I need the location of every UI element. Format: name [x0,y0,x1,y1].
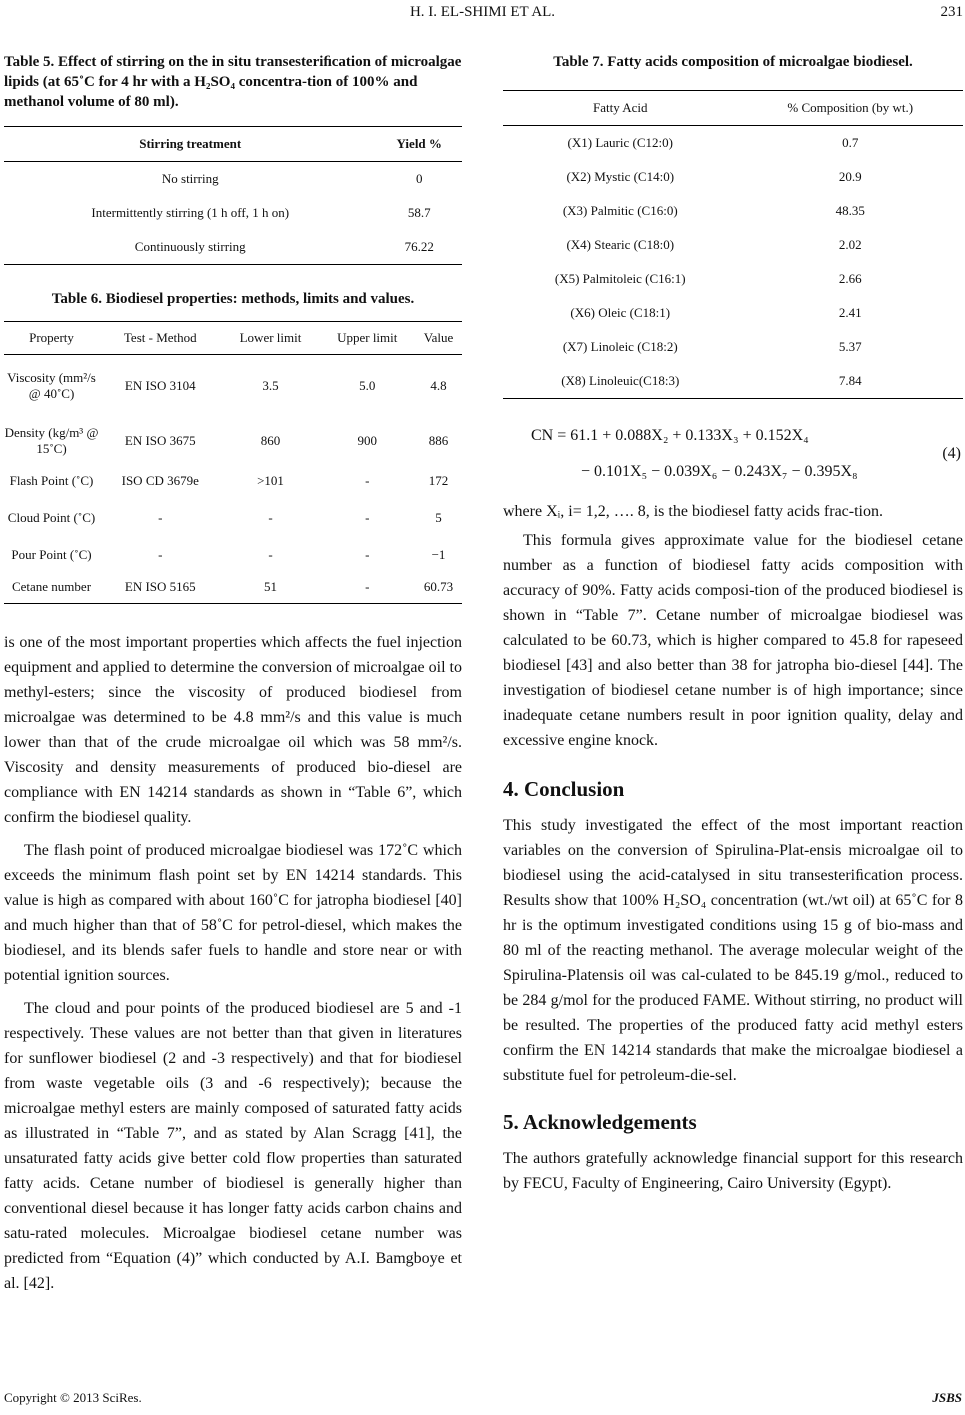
table-row [503,228,963,262]
cell: >101 [257,473,284,488]
cell: 0 [415,171,423,186]
cell: 76.22 [404,239,434,254]
table-row [4,539,462,571]
cell: 51 [263,579,277,594]
cell: 58.7 [407,205,431,220]
table-row [4,497,462,539]
right-column [503,52,963,1196]
cell: 886 [428,433,449,448]
cell: Viscosity (mm²/s @ 40˚C) [7,370,96,401]
page-number: 231 [940,4,963,20]
body-paragraph: where Xᵢ, i= 1,2, …. 8, is the biodiesel fatty acids frac-tion. [503,503,883,520]
cell: No stirring [161,171,219,186]
left-column [4,52,462,1296]
table6-header: Test - Method [99,322,222,355]
table-row [503,194,963,228]
table-row [503,126,963,161]
cell: 2.02 [838,237,862,252]
cell: (X4) Stearic (C18:0) [566,237,675,252]
table7-header: % Composition (by wt.) [738,91,964,126]
cell: 5 [435,510,442,525]
cell: 4.8 [430,378,447,393]
table7-caption: Table 7. Fatty acids composition of microalgae biodiesel. [553,54,913,70]
table6-header: Value [415,322,462,355]
cell: 48.35 [835,203,865,218]
body-paragraph: This study investigated the effect of the most important reaction variables on the conversion of Spirulina-Plat-ensis microalgae oil to biodiesel using the acid-catalysed in situ transesteriﬁcation process. Results show that 100% H₂SO₄ concentration (wt./wt oil) at 65˚C for 8 hr is the optimum investigated conditions using 15 g of bio-mass and 80 ml of the reacting methanol. The average molecular weight of the Spirulina-Platensis oil was cal-culated to be 845.19 g/mol., reduced to be 284 g/mol for the produced FAME. Without stirring, no product will be resulted. The properties of the produced fatty acid methyl esters confirm the EN 14214 standards that make the microalgae biodiesel a substitute fuel for petroleum-die-sel. [503,817,963,1084]
cell: 5.37 [838,339,862,354]
cell: Flash Point (˚C) [9,473,94,488]
cell: - [365,579,370,594]
equation-line: CN = 61.1 + 0.088X₂ + 0.133X₃ + 0.152X₄ [531,427,809,444]
table6-header: Upper limit [319,322,415,355]
table5-caption: Table 5. Effect of stirring on the in situ transesteriﬁcation of microalgae lipids (at 65˚C for 4 hr with a H₂SO₄ concentra-tion of 100% and methanol volume of 80 ml). [4,54,462,110]
page-footer [4,1390,962,1406]
cell: 5.0 [359,378,376,393]
cell: - [365,510,370,525]
table6-header: Property [4,322,99,355]
cell: (X6) Oleic (C18:1) [570,305,671,320]
cell: Pour Point (˚C) [11,547,92,562]
cell: - [268,547,273,562]
cell: Cloud Point (˚C) [7,510,96,525]
cell: 3.5 [262,378,279,393]
cell: 900 [357,433,377,448]
cell: - [365,547,370,562]
table7-header: Fatty Acid [503,91,738,126]
cell: 20.9 [838,169,862,184]
cell: 2.41 [838,305,862,320]
table6-header: Lower limit [222,322,320,355]
cell: (X5) Palmitoleic (C16:1) [554,271,686,286]
table-row [503,262,963,296]
cell: ISO CD 3679e [121,473,199,488]
equation-number: (4) [942,445,961,462]
cell: (X7) Linoleic (C18:2) [562,339,678,354]
cell: - [158,547,163,562]
equation-line: − 0.101X₅ − 0.039X₆ − 0.243X₇ − 0.395X₈ [581,463,858,480]
cell: - [365,473,370,488]
cell: Continuously stirring [134,239,246,254]
cell: (X1) Lauric (C12:0) [567,135,673,150]
table-row [503,296,963,330]
journal-abbrev: JSBS [932,1390,962,1405]
page-header [0,4,965,26]
body-paragraph: This formula gives approximate value for the biodiesel cetane number as a function of biodiesel fatty acids composition with accuracy of 90%. Fatty acids composi-tion of the produced biodiesel is shown in “Table 7”. Cetane number of microalgae biodiesel was calculated to be 60.73, which is higher compared to 45.8 for rapeseed biodiesel [43] and also better than 38 for jatropha bio-diesel [44]. The investigation of biodiesel cetane number is of high importance; since inadequate cetane numbers result in poor ignition quality, delay and excessive engine knock. [503,532,963,749]
table6 [4,321,462,604]
cell: 172 [428,473,449,488]
section-heading: 5. Acknowledgements [503,1110,697,1134]
cell: Density (kg/m³ @ 15˚C) [4,425,99,456]
cell: - [268,510,273,525]
equation-4 [503,419,963,499]
cell: 7.84 [838,373,862,388]
cell: Intermittently stirring (1 h off, 1 h on) [91,205,290,220]
cell: EN ISO 3104 [124,378,196,393]
cell: 60.73 [423,579,454,594]
table-row [4,230,462,265]
running-head: H. I. EL-SHIMI ET AL. [409,4,556,20]
body-paragraph: The cloud and pour points of the produced biodiesel are 5 and -1 respectively. These values are not better than that given in literatures for sunflower biodiesel (2 and -3 respectively) and that for biodiesel from waste vegetable oils (3 and -6 respectively); because the microalgae methyl esters are mainly composed of saturated fatty acids as illustrated in “Table 7”, and as stated by Alan Scragg [41], the unsaturated fatty acids give better cold flow properties than saturated fatty acids. Cetane number of biodiesel is generally higher than conventional diesel because it has longer fatty acids carbon chains and satu-rated molecules. Microalgae biodiesel cetane number was predicted from “Equation (4)” which conducted by A.I. Bamgboye et al. [42]. [4,1000,462,1292]
body-paragraph: is one of the most important properties which affects the fuel injection equipment and applied to determine the conversion of microalgae oil to methyl-esters; since the viscosity of produced biodiesel from microalgae was determined to be 4.8 mm²/s and this value is much lower than that of the crude microalgae oil which was 58 mm²/s. Viscosity and density measurements of produced bio-diesel are compliance with EN 14214 standards as shown in “Table 6”, which confirm the biodiesel quality. [4,634,462,826]
table-row [4,196,462,230]
table5-header: Stirring treatment [4,127,376,162]
table-row [4,355,462,418]
table6-caption: Table 6. Biodiesel properties: methods, limits and values. [51,291,415,307]
copyright-notice: Copyright © 2013 SciRes. [4,1390,142,1405]
table-row [4,465,462,497]
cell: 0.7 [842,135,859,150]
cell: (X8) Linoleuic(C18:3) [561,373,680,388]
table-row [503,160,963,194]
table7 [503,90,963,399]
table-row [503,364,963,399]
body-paragraph: The authors gratefully acknowledge financial support for this research by FECU, Faculty of Engineering, Cairo University (Egypt). [503,1150,963,1192]
table5 [4,126,462,265]
section-heading: 4. Conclusion [503,777,625,801]
table-row [503,330,963,364]
cell: 2.66 [838,271,862,286]
table-row [4,417,462,465]
table-row [4,162,462,197]
cell: −1 [431,547,446,562]
cell: (X2) Mystic (C14:0) [566,169,675,184]
cell: Cetane number [11,579,92,594]
body-paragraph: The flash point of produced microalgae biodiesel was 172˚C which exceeds the minimum flash point set by EN 14214 standards. This value is high as compared with about 160˚C for jatropha biodiesel [40] and much higher than that of 58˚C for petrol-diesel, which makes the biodiesel, and its blends safer fuels to handle and store near or with potential ignition sources. [4,842,462,984]
cell: 860 [260,433,281,448]
cell: EN ISO 5165 [124,579,196,594]
cell: EN ISO 3675 [124,433,196,448]
cell: (X3) Palmitic (C16:0) [562,203,678,218]
cell: - [158,510,163,525]
table5-header: Yield % [376,127,462,162]
table-row [4,571,462,604]
